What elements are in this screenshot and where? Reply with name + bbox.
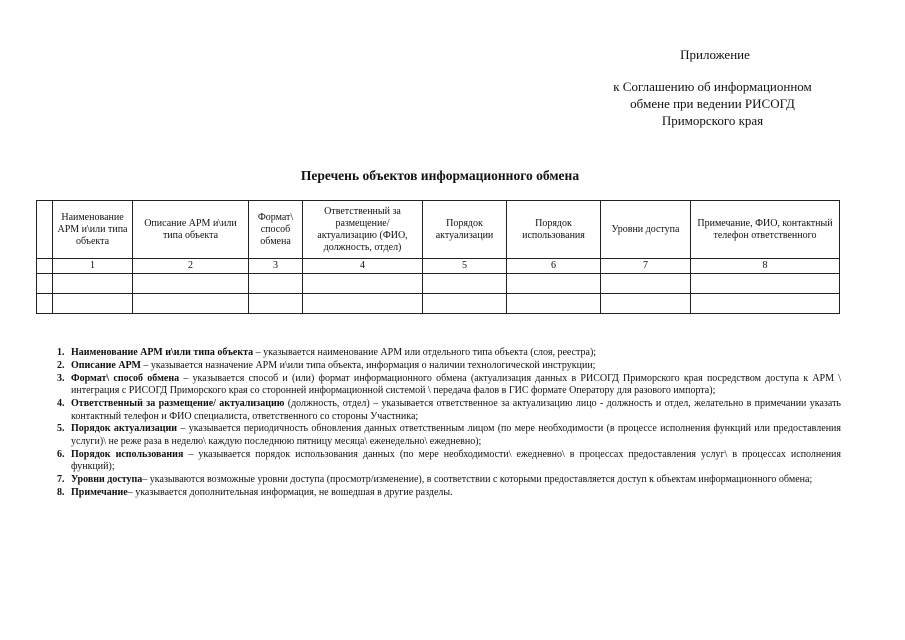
header-cell: Уровни доступа bbox=[601, 201, 691, 259]
table-cell bbox=[691, 274, 840, 294]
note-item bbox=[57, 347, 841, 359]
column-number-cell: 1 bbox=[53, 259, 133, 274]
column-number-cell: 2 bbox=[133, 259, 249, 274]
column-number-cell: 6 bbox=[507, 259, 601, 274]
note-term: Уровни доступа bbox=[71, 474, 143, 486]
appendix-subtitle-line: к Соглашению об информационном bbox=[613, 79, 812, 94]
document-title: Перечень объектов информационного обмена bbox=[300, 168, 580, 183]
table-cell bbox=[507, 274, 601, 294]
table-cell bbox=[133, 294, 249, 314]
table-cell bbox=[53, 274, 133, 294]
column-number-row bbox=[37, 259, 840, 274]
table-row bbox=[37, 294, 840, 314]
table-cell bbox=[249, 274, 303, 294]
note-number: 8. bbox=[57, 486, 65, 498]
table-cell bbox=[507, 294, 601, 314]
table-cell bbox=[37, 274, 53, 294]
note-number: 6. bbox=[57, 448, 65, 460]
table-cell bbox=[601, 294, 691, 314]
header-cell: Наименование АРМ и\или типа объекта bbox=[53, 201, 133, 259]
note-term: Примечание bbox=[71, 486, 128, 498]
table-cell bbox=[423, 294, 507, 314]
table-cell bbox=[133, 274, 249, 294]
table-cell bbox=[37, 294, 53, 314]
note-term: Наименование АРМ и\или типа объекта bbox=[71, 347, 254, 358]
note-number: 5. bbox=[57, 423, 65, 435]
column-number-cell: 5 bbox=[423, 259, 507, 274]
column-number-cell bbox=[37, 259, 53, 274]
header-cell: Ответственный за размещение/ актуализацию (ФИО, должность, отдел) bbox=[303, 201, 423, 259]
note-term: Порядок актуализации bbox=[71, 423, 178, 435]
note-term: Ответственный за размещение/ актуализацию bbox=[71, 398, 285, 410]
table-header-row bbox=[37, 201, 840, 259]
column-number-cell: 7 bbox=[601, 259, 691, 274]
note-item bbox=[57, 487, 841, 499]
note-term: Порядок использования bbox=[71, 448, 184, 460]
appendix-title: Приложение bbox=[680, 47, 750, 62]
table-row bbox=[37, 274, 840, 294]
note-number: 2. bbox=[57, 359, 65, 371]
table-cell bbox=[53, 294, 133, 314]
note-text: – указывается дополнительная информация, не вошедшая в другие разделы. bbox=[127, 486, 453, 498]
table-cell bbox=[303, 294, 423, 314]
note-text: – указывается способ и (или) формат информационного обмена (актуализация данных в РИСОГД Приморского края посредством доступа к АРМ \ интеграция с РИСОГД Приморского края со сторонней информационной системой \ передача фалов в ГИС формате Оператору для разового импорта); bbox=[71, 372, 842, 397]
header-cell: Формат\ способ обмена bbox=[249, 201, 303, 259]
table-cell bbox=[423, 274, 507, 294]
table-cell bbox=[303, 274, 423, 294]
appendix-subtitle bbox=[590, 78, 835, 129]
note-number: 3. bbox=[57, 372, 65, 384]
column-number-cell: 4 bbox=[303, 259, 423, 274]
notes-list bbox=[57, 347, 841, 500]
table-cell bbox=[601, 274, 691, 294]
header-cell bbox=[37, 201, 53, 259]
note-text: – указывается назначение АРМ и\или типа объекта, информация о наличии технологической инструкции; bbox=[140, 359, 596, 371]
column-number-cell: 8 bbox=[691, 259, 840, 274]
note-item bbox=[57, 360, 841, 372]
note-text: – указываются возможные уровни доступа (просмотр/изменение), в соответствии с которыми предоставляется доступ к объектам информационного обмена; bbox=[142, 474, 813, 486]
appendix-subtitle-line: Приморского края bbox=[661, 113, 764, 128]
note-term: Описание АРМ bbox=[71, 359, 141, 371]
appendix-subtitle-line: обмене при ведении РИСОГД bbox=[630, 96, 795, 111]
note-text: – указывается порядок использования данных (по мере необходимости\ ежедневно\ в процессах предоставления услуг\ в процессах исполнения функций); bbox=[71, 448, 841, 473]
header-cell: Порядок актуализации bbox=[423, 201, 507, 259]
note-number: 4. bbox=[57, 398, 65, 410]
note-item bbox=[57, 373, 841, 398]
note-text: – указывается периодичность обновления данных ответственным лицом (по мере необходимости (в процессе исполнения функций или предоставления услуги)\ не реже раза в неделю\ каждую последнюю пятницу месяца\ еженедельно\ ежедневно); bbox=[71, 423, 841, 447]
note-item bbox=[57, 474, 841, 486]
note-item bbox=[57, 398, 841, 423]
column-number-cell: 3 bbox=[249, 259, 303, 274]
note-text: – указывается наименование АРМ или отдельного типа объекта (слоя, реестра); bbox=[253, 347, 597, 358]
note-number: 1. bbox=[57, 347, 65, 358]
note-text: (должность, отдел) – указывается ответственное за актуализацию лицо - должность и отдел, желательно в примечании указать контактный телефон и ФИО специалиста, ответственного со стороны Участника; bbox=[71, 398, 841, 422]
objects-table bbox=[36, 200, 840, 314]
header-cell: Описание АРМ и\или типа объекта bbox=[133, 201, 249, 259]
table-cell bbox=[249, 294, 303, 314]
note-item bbox=[57, 423, 841, 448]
header-cell: Примечание, ФИО, контактный телефон ответственного bbox=[691, 201, 840, 259]
header-cell: Порядок использования bbox=[507, 201, 601, 259]
note-number: 7. bbox=[57, 474, 65, 486]
note-term: Формат\ способ обмена bbox=[71, 372, 180, 384]
table-cell bbox=[691, 294, 840, 314]
note-item bbox=[57, 449, 841, 474]
